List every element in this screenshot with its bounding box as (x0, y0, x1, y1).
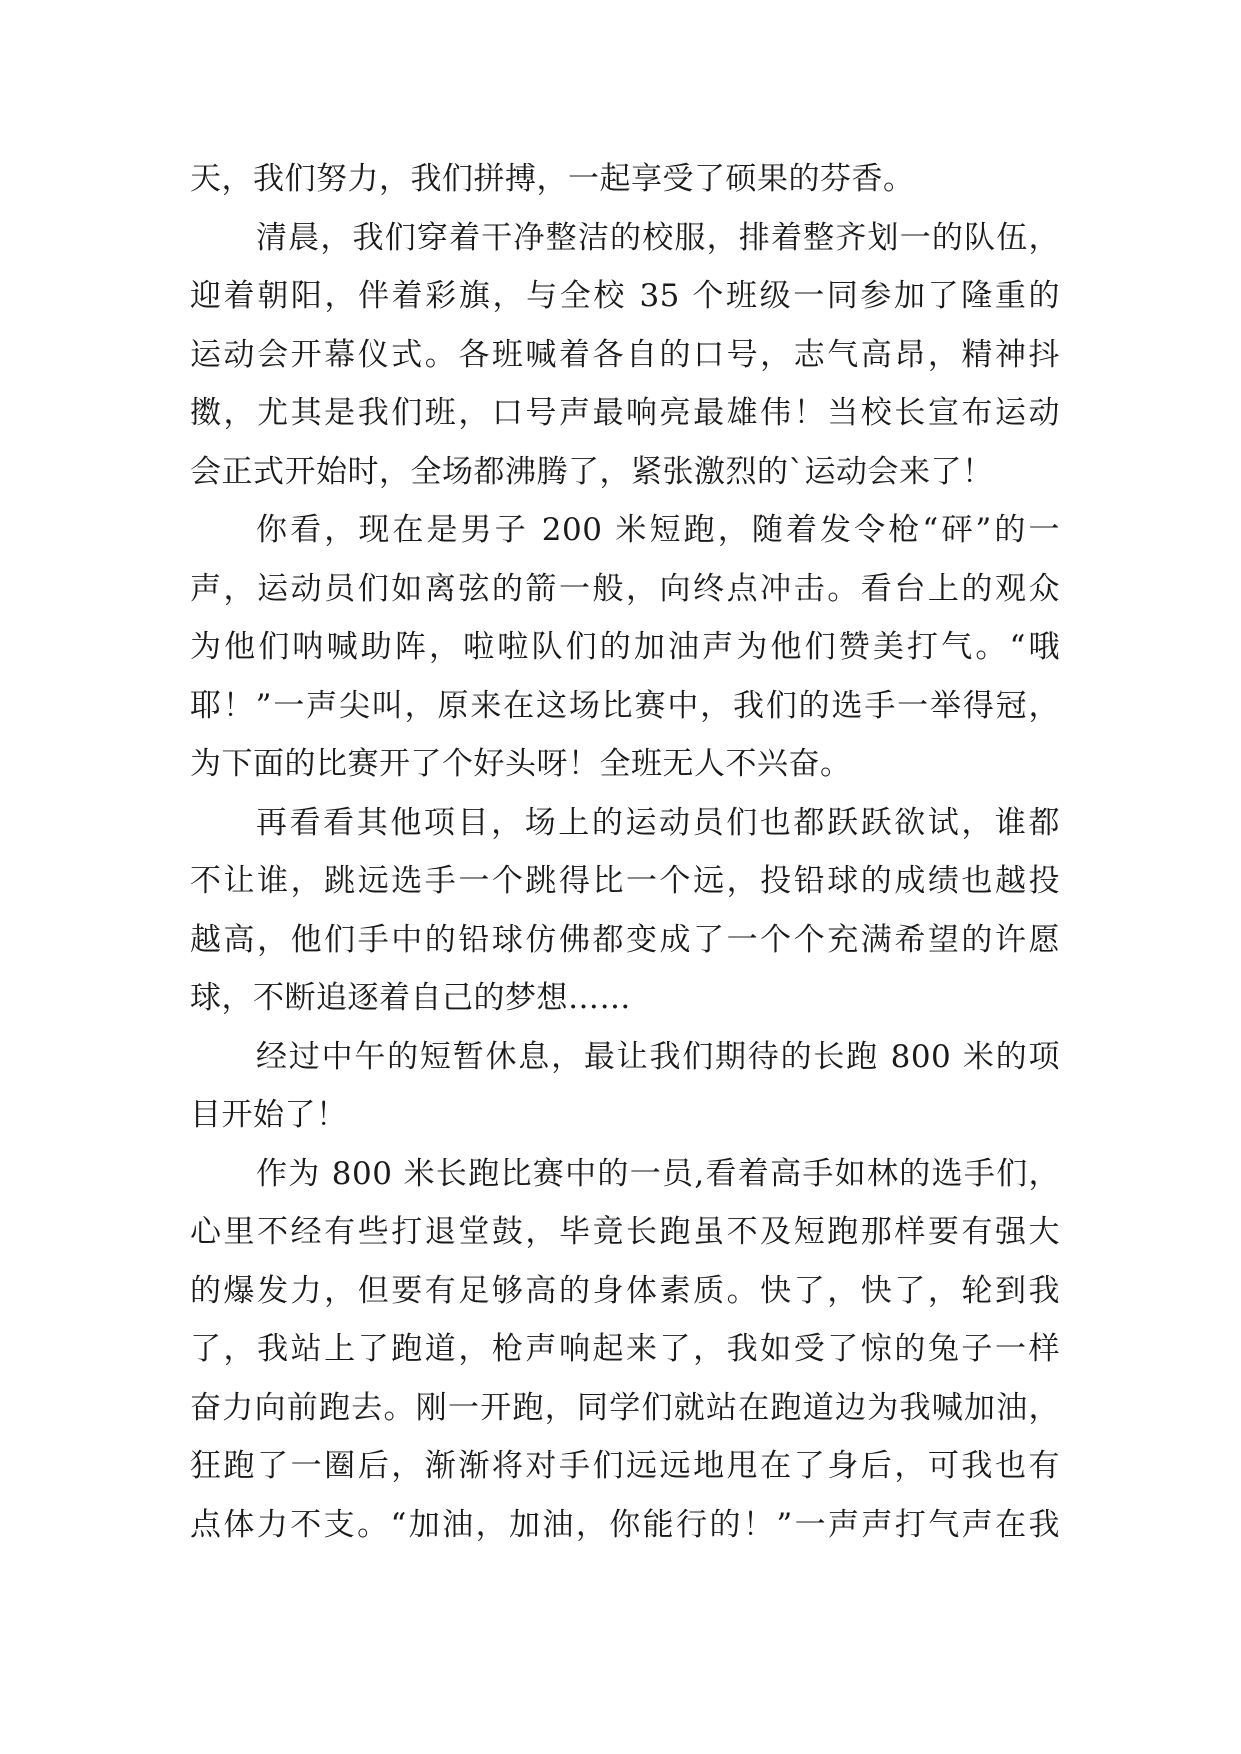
paragraph-first-line: 作为 800 米长跑比赛中的一员,看着高手如林的选手们， (256, 1155, 1060, 1192)
text-line: 的爆发力，但要有足够高的身体素质。快了，快了，轮到我 (190, 1272, 1060, 1309)
paragraph-first-line: 你看，现在是男子 200 米短跑，随着发令枪“砰”的一 (256, 512, 1060, 548)
text-line: 擞，尤其是我们班，口号声最响亮最雄伟！当校长宣布运动 (190, 395, 1060, 431)
text-line: 心里不经有些打退堂鼓，毕竟长跑虽不及短跑那样要有强大 (190, 1214, 1060, 1250)
text-line: 越高，他们手中的铅球仿佛都变成了一个个充满希望的许愿 (190, 921, 1060, 958)
text-line: 球，不断追逐着自己的梦想…… (190, 980, 631, 1016)
paragraph-first-line: 清晨，我们穿着干净整洁的校服，排着整齐划一的队伍， (256, 219, 1060, 256)
paragraph-first-line: 再看看其他项目，场上的运动员们也都跃跃欲试，谁都 (256, 804, 1060, 841)
text-line: 迎着朝阳，伴着彩旗，与全校 35 个班级一同参加了隆重的 (190, 278, 1060, 314)
text-line: 奋力向前跑去。刚一开跑，同学们就站在跑道边为我喊加油， (190, 1389, 1060, 1426)
text-line: 了，我站上了跑道，枪声响起来了，我如受了惊的兔子一样 (190, 1331, 1060, 1367)
text-line: 天，我们努力，我们拼搏，一起享受了硕果的芬香。 (190, 161, 915, 197)
text-line: 不让谁，跳远选手一个跳得比一个远，投铅球的成绩也越投 (190, 863, 1060, 899)
text-line: 耶！”一声尖叫，原来在这场比赛中，我们的选手一举得冠， (190, 687, 1060, 724)
text-line: 狂跑了一圈后，渐渐将对手们远远地甩在了身后，可我也有 (190, 1448, 1060, 1484)
text-line: 为他们呐喊助阵，啦啦队们的加油声为他们赞美打气。“哦 (190, 629, 1060, 665)
text-line: 会正式开始时，全场都沸腾了，紧张激烈的`运动会来了！ (190, 453, 994, 490)
text-line: 声，运动员们如离弦的箭一般，向终点冲击。看台上的观众 (190, 570, 1060, 607)
essay-body (190, 150, 1060, 1554)
text-line: 运动会开幕仪式。各班喊着各自的口号，志气高昂，精神抖 (190, 336, 1060, 373)
text-line: 目开始了！ (190, 1097, 348, 1133)
text-line: 为下面的比赛开了个好头呀！全班无人不兴奋。 (190, 746, 852, 782)
text-line: 点体力不支。“加油，加油，你能行的！”一声声打气声在我 (190, 1506, 1060, 1543)
paragraph-first-line: 经过中午的短暂休息，最让我们期待的长跑 800 米的项 (256, 1038, 1060, 1075)
